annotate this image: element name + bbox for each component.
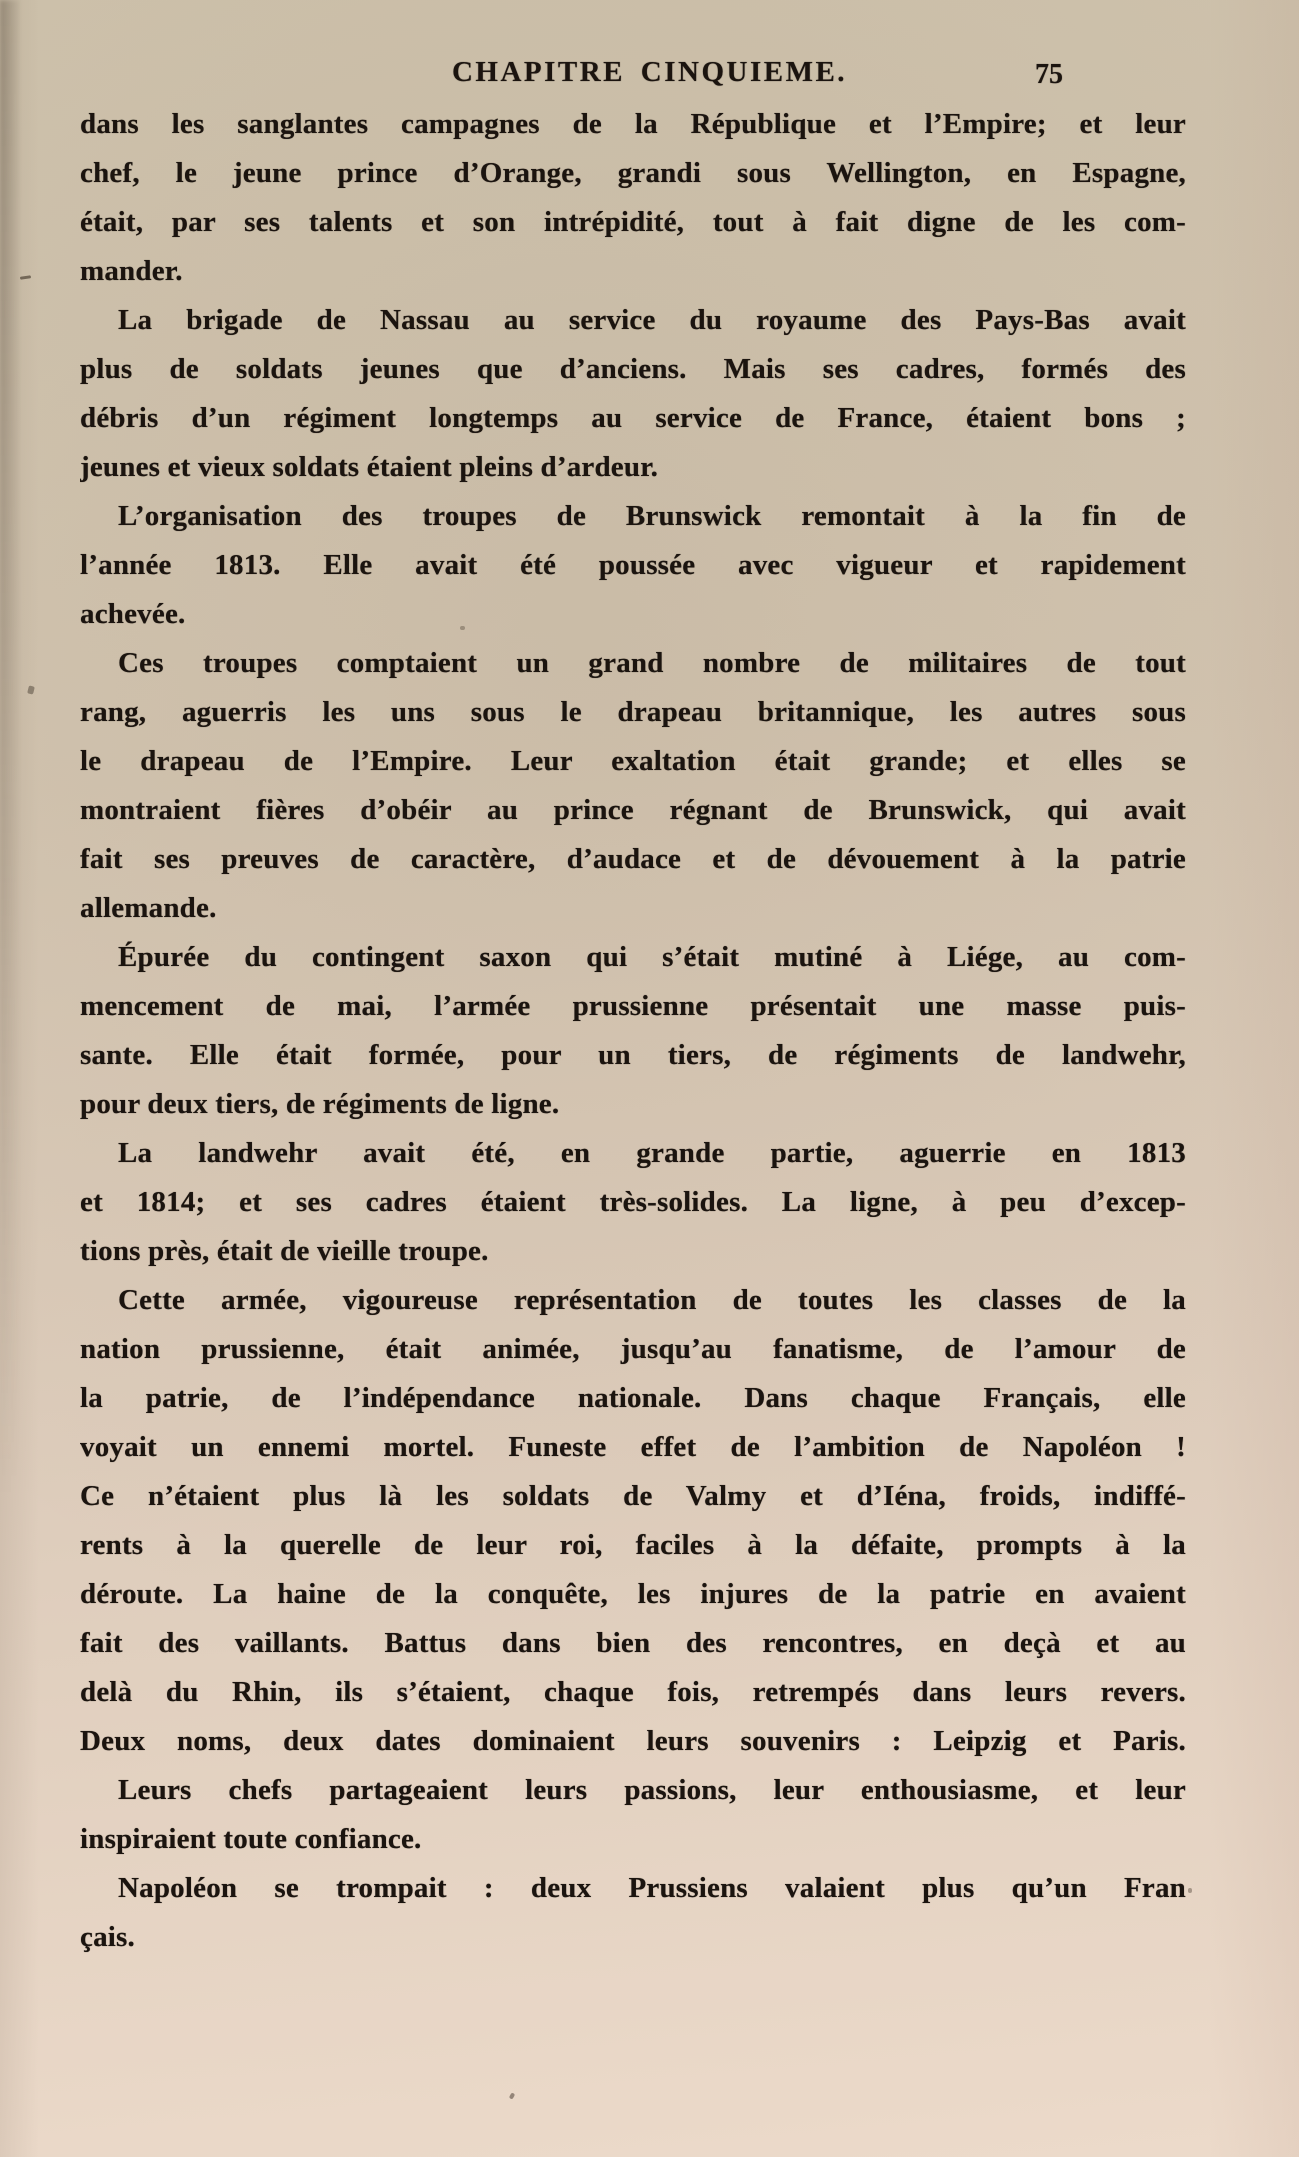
text-line: jeunes et vieux soldats étaient pleins d’ardeur.	[80, 451, 659, 483]
chapter-title: CHAPITRE CINQUIEME.	[451, 56, 848, 88]
text-line: mander.	[80, 255, 183, 287]
text-line: sante. Elle était formée, pour un tiers, de régiments de landwehr,	[80, 1039, 1186, 1071]
page-number: 75	[1035, 59, 1063, 90]
paragraph	[80, 1129, 1186, 1276]
text-line: allemande.	[80, 892, 217, 924]
text-line: delà du Rhin, ils s’étaient, chaque fois, retrempés dans leurs revers.	[80, 1676, 1186, 1708]
paper-speck	[509, 2092, 515, 2099]
paper-speck	[20, 275, 31, 280]
text-line: rang, aguerris les uns sous le drapeau britannique, les autres sous	[80, 696, 1186, 728]
paragraph	[80, 296, 1186, 492]
text-line: la patrie, de l’indépendance nationale. Dans chaque Français, elle	[80, 1382, 1186, 1414]
text-line: Ces troupes comptaient un grand nombre de militaires de tout	[118, 647, 1186, 679]
paragraph	[80, 1864, 1186, 1962]
text-line: montraient fières d’obéir au prince régnant de Brunswick, qui avait	[80, 794, 1186, 826]
text-line: tions près, était de vieille troupe.	[80, 1235, 489, 1267]
text-line: dans les sanglantes campagnes de la République et l’Empire; et leur	[80, 108, 1186, 140]
text-line: voyait un ennemi mortel. Funeste effet de l’ambition de Napoléon !	[80, 1431, 1186, 1463]
text-line: était, par ses talents et son intrépidité, tout à fait digne de les com-	[80, 206, 1186, 238]
text-line: mencement de mai, l’armée prussienne présentait une masse puis-	[80, 990, 1186, 1022]
text-line: Épurée du contingent saxon qui s’était mutiné à Liége, au com-	[118, 941, 1186, 973]
text-line: Deux noms, deux dates dominaient leurs souvenirs : Leipzig et Paris.	[80, 1725, 1186, 1757]
text-line: çais.	[80, 1921, 135, 1953]
text-line: inspiraient toute confiance.	[80, 1823, 422, 1855]
paragraph	[80, 933, 1186, 1129]
paragraph	[80, 100, 1186, 296]
text-line: L’organisation des troupes de Brunswick remontait à la fin de	[118, 500, 1186, 532]
text-body	[80, 100, 1186, 1962]
text-line: Napoléon se trompait : deux Prussiens valaient plus qu’un Fran	[118, 1872, 1186, 1904]
paragraph	[80, 639, 1186, 933]
text-line: La brigade de Nassau au service du royaume des Pays-Bas avait	[118, 304, 1186, 336]
text-line: déroute. La haine de la conquête, les injures de la patrie en avaient	[80, 1578, 1186, 1610]
paper-speck	[1188, 1888, 1192, 1893]
text-line: nation prussienne, était animée, jusqu’au fanatisme, de l’amour de	[80, 1333, 1186, 1365]
paper-speck	[27, 685, 35, 694]
text-line: La landwehr avait été, en grande partie, aguerrie en 1813	[118, 1137, 1186, 1169]
running-head	[0, 56, 1299, 100]
text-line: fait ses preuves de caractère, d’audace et de dévouement à la patrie	[80, 843, 1186, 875]
paragraph	[80, 1276, 1186, 1766]
text-line: et 1814; et ses cadres étaient très-solides. La ligne, à peu d’excep-	[80, 1186, 1186, 1218]
paragraph	[80, 1766, 1186, 1864]
text-line: le drapeau de l’Empire. Leur exaltation était grande; et elles se	[80, 745, 1186, 777]
text-line: Ce n’étaient plus là les soldats de Valmy et d’Iéna, froids, indiffé-	[80, 1480, 1186, 1512]
text-line: chef, le jeune prince d’Orange, grandi sous Wellington, en Espagne,	[80, 157, 1186, 189]
text-line: l’année 1813. Elle avait été poussée avec vigueur et rapidement	[80, 549, 1186, 581]
text-line: Cette armée, vigoureuse représentation de toutes les classes de la	[118, 1284, 1186, 1316]
text-line: fait des vaillants. Battus dans bien des rencontres, en deçà et au	[80, 1627, 1186, 1659]
text-line: pour deux tiers, de régiments de ligne.	[80, 1088, 560, 1120]
text-line: rents à la querelle de leur roi, faciles à la défaite, prompts à la	[80, 1529, 1186, 1561]
paragraph	[80, 492, 1186, 639]
text-line: Leurs chefs partageaient leurs passions, leur enthousiasme, et leur	[118, 1774, 1186, 1806]
text-line: achevée.	[80, 598, 186, 630]
text-line: débris d’un régiment longtemps au service de France, étaient bons ;	[80, 402, 1186, 434]
text-line: plus de soldats jeunes que d’anciens. Mais ses cadres, formés des	[80, 353, 1186, 385]
